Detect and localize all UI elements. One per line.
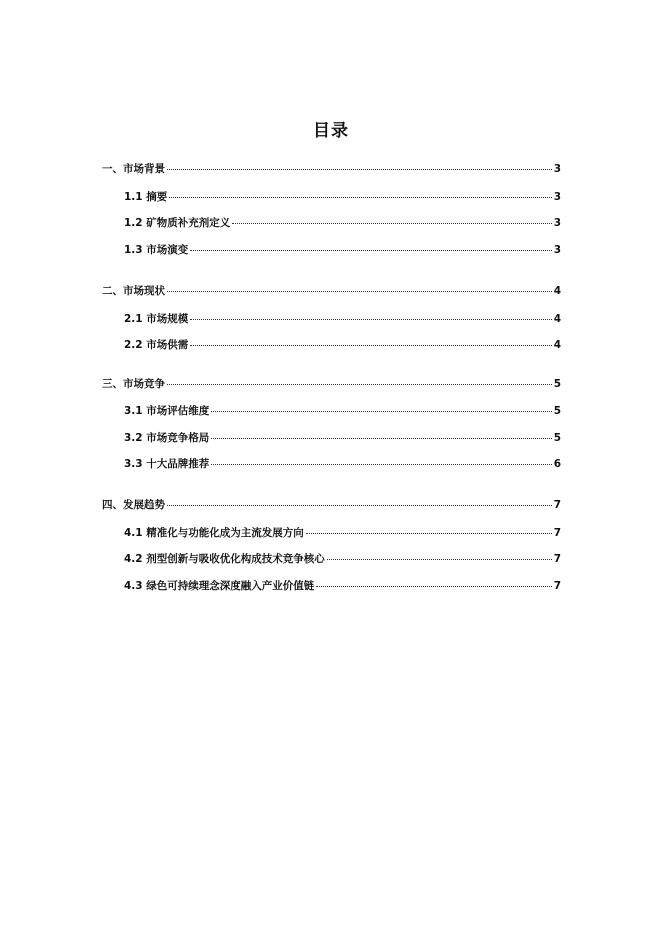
dot-leader [167,169,552,170]
dot-leader [211,438,551,439]
toc-item-label: 4.1 精准化与功能化成为主流发展方向 [124,527,304,539]
toc-item-label: 1.3 市场演变 [124,244,189,256]
toc-item-label: 3.1 市场评估维度 [124,405,210,417]
toc-item-label: 4.3 绿色可持续理念深度融入产业价值链 [124,580,315,592]
dot-leader [167,291,552,292]
toc-page-number: 3 [553,163,561,175]
toc-item-label: 3.2 市场竞争格局 [124,432,210,444]
dot-leader [211,464,551,465]
toc-item-label: 2.2 市场供需 [124,339,189,351]
toc-page-number: 4 [553,313,561,325]
toc-item-label: 2.1 市场规模 [124,313,189,325]
dot-leader [316,586,551,587]
toc-item-4-1[interactable] [124,526,561,540]
dot-leader [169,197,551,198]
toc-item-label: 4.2 剂型创新与吸收优化构成技术竞争核心 [124,553,325,565]
dot-leader [327,559,552,560]
dot-leader [211,411,551,412]
toc-item-2-1[interactable] [124,312,561,326]
toc-item-4-2[interactable] [124,552,561,566]
dot-leader [232,223,551,224]
toc-page-number: 4 [553,285,561,297]
dot-leader [190,319,551,320]
toc-page-number: 7 [553,553,561,565]
toc-section-label: 二、市场现状 [102,285,165,297]
toc-item-label: 1.2 矿物质补充剂定义 [124,217,231,229]
toc-page-number: 5 [553,378,561,390]
toc-page-number: 5 [553,405,561,417]
toc-page-number: 3 [553,217,561,229]
toc-page-number: 6 [553,458,561,470]
toc-item-1-3[interactable] [124,243,561,257]
toc-page-number: 4 [553,339,561,351]
toc-section-label: 四、发展趋势 [102,499,165,511]
dot-leader [190,345,551,346]
toc-item-label: 1.1 摘要 [124,191,168,203]
toc-section-label: 三、市场竞争 [102,378,165,390]
toc-item-label: 3.3 十大品牌推荐 [124,458,210,470]
toc-page-number: 7 [553,580,561,592]
toc-section-1[interactable] [102,162,561,176]
toc-item-2-2[interactable] [124,338,561,352]
toc-page-number: 7 [553,527,561,539]
dot-leader [190,250,551,251]
toc-section-2[interactable] [102,284,561,298]
toc-page-number: 3 [553,191,561,203]
toc-item-4-3[interactable] [124,579,561,593]
toc-page-number: 3 [553,244,561,256]
dot-leader [306,533,552,534]
toc-page-number: 7 [553,499,561,511]
toc-section-3[interactable] [102,377,561,391]
toc-item-1-2[interactable] [124,216,561,230]
toc-page-number: 5 [553,432,561,444]
toc-item-3-2[interactable] [124,431,561,445]
toc-section-4[interactable] [102,498,561,512]
toc-item-1-1[interactable] [124,190,561,204]
toc-title: 目录 [313,121,349,141]
toc-section-label: 一、市场背景 [102,163,165,175]
toc-item-3-1[interactable] [124,404,561,418]
dot-leader [167,505,552,506]
dot-leader [167,384,552,385]
toc-item-3-3[interactable] [124,457,561,471]
